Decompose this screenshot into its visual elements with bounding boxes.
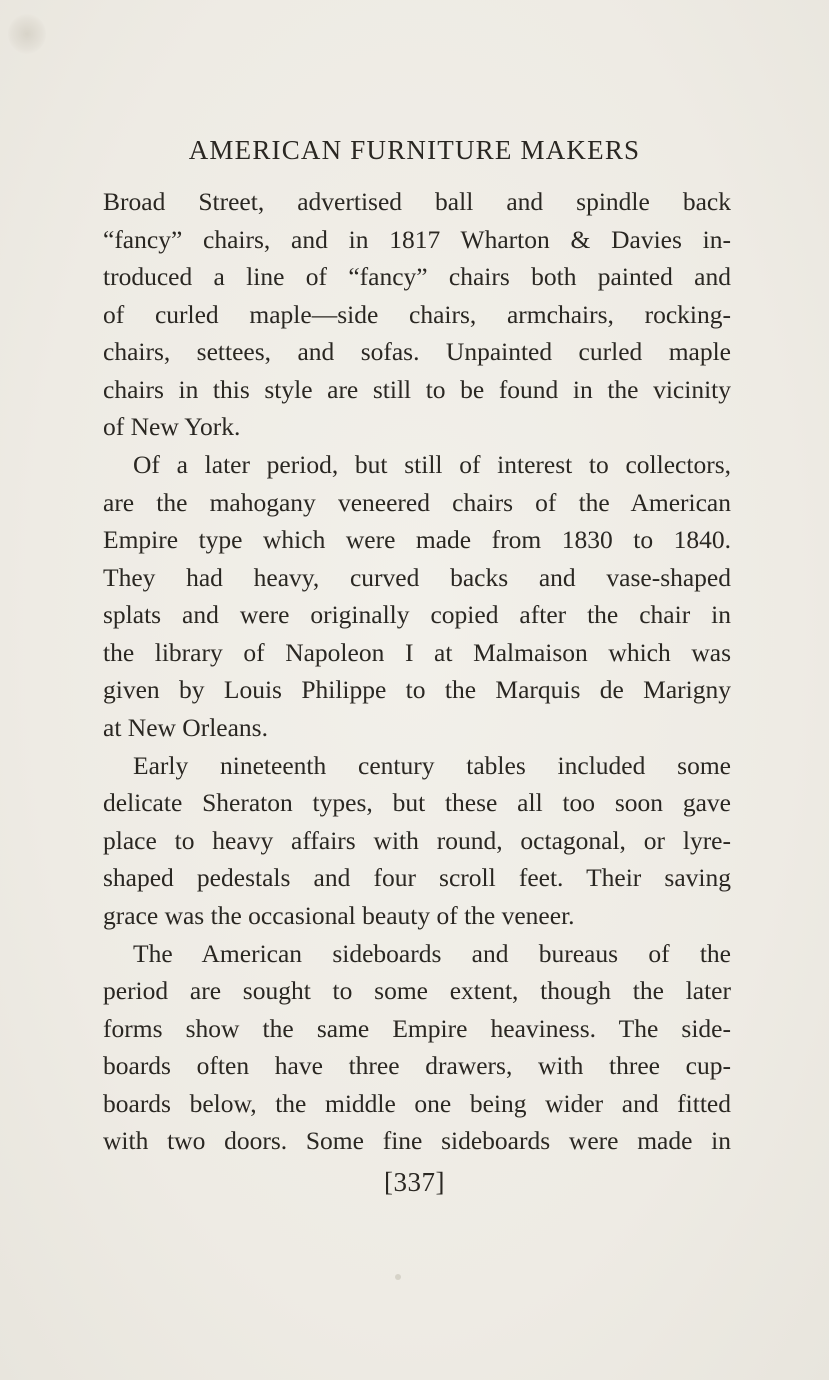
text-line: Early nineteenth century tables included some	[133, 750, 731, 780]
text-line: forms show the same Empire heaviness. The side-	[103, 1013, 731, 1043]
text-line: delicate Sheraton types, but these all too soon gave	[103, 788, 731, 817]
text-line: at New Orleans.	[103, 712, 268, 742]
paragraph-3	[103, 747, 731, 935]
text-line: chairs, settees, and sofas. Unpainted curled maple	[103, 337, 731, 366]
text-line: chairs in this style are still to be found in the vicinity	[103, 374, 731, 404]
text-line: grace was the occasional beauty of the veneer.	[103, 900, 575, 930]
text-line: Broad Street, advertised ball and spindle back	[103, 187, 731, 216]
page-number: [337]	[384, 1167, 445, 1197]
text-line: with two doors. Some fine sideboards were made in	[103, 1126, 731, 1155]
body-text	[103, 183, 731, 1160]
paragraph-1	[103, 183, 731, 446]
text-line: splats and were originally copied after the chair in	[103, 600, 731, 629]
paragraph-4	[103, 935, 731, 1160]
text-line: are the mahogany veneered chairs of the American	[103, 487, 731, 517]
text-line: The American sideboards and bureaus of the	[133, 938, 731, 968]
text-line: shaped pedestals and four scroll feet. Their saving	[103, 863, 731, 892]
text-line: boards below, the middle one being wider and fitted	[103, 1088, 731, 1118]
text-line: of curled maple—side chairs, armchairs, rocking-	[103, 299, 731, 329]
text-line: the library of Napoleon I at Malmaison which was	[103, 637, 731, 667]
text-line: Empire type which were made from 1830 to 1840.	[103, 525, 731, 554]
text-line: Of a later period, but still of interest to collectors,	[133, 450, 731, 479]
text-line: “fancy” chairs, and in 1817 Wharton & Davies in-	[103, 224, 731, 254]
text-line: of New York.	[103, 412, 241, 441]
text-line: boards often have three drawers, with three cup-	[103, 1051, 731, 1080]
text-line: troduced a line of “fancy” chairs both painted and	[103, 262, 731, 291]
running-head: AMERICAN FURNITURE MAKERS	[188, 135, 641, 165]
text-line: given by Louis Philippe to the Marquis de Marigny	[103, 675, 731, 704]
paper-stain	[8, 14, 46, 54]
text-line: place to heavy affairs with round, octagonal, or lyre-	[103, 825, 731, 855]
paper-speck	[395, 1274, 401, 1280]
paragraph-2	[103, 446, 731, 746]
text-line: They had heavy, curved backs and vase-shaped	[103, 562, 731, 592]
text-line: period are sought to some extent, though the later	[103, 976, 731, 1005]
